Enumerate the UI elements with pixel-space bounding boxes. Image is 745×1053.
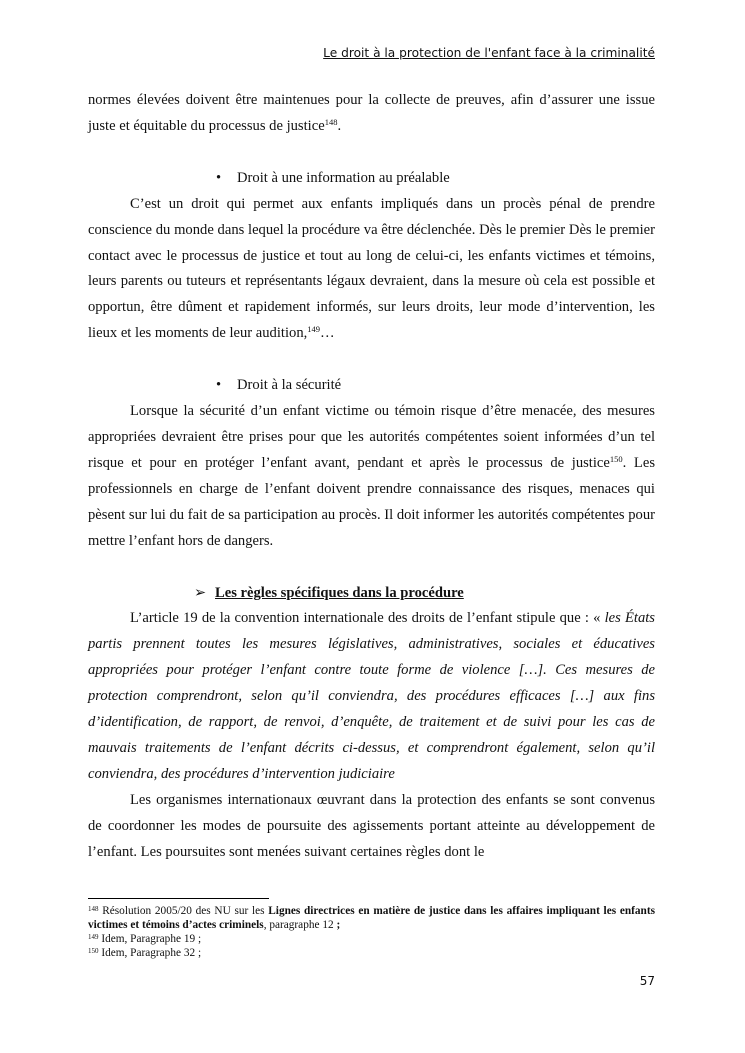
running-header: Le droit à la protection de l'enfant face à la criminalité: [323, 46, 655, 60]
page-number: 57: [639, 974, 655, 988]
paragraph-article-19: L’article 19 de la convention internationale des droits de l’enfant stipule que : « les États partis prennent toutes les mesures législatives, administratives, sociales et éducatives appropriées pour protéger l’enfant contre toute forme de violence […]. Ces mesures de protection comprendront, selon qu’il conviendra, des procédures efficaces […] aux fins d’identification, de rapport, de renvoi, d’enquête, de traitement et de suivi pour les cas de mauvais traitements de l’enfant décrits ci-dessus, et comprendront également, selon qu’il conviendra, des procédures d’intervention judiciaire: [88, 610, 655, 782]
bullet-icon: •: [216, 377, 222, 394]
spacer: [88, 555, 655, 581]
section-heading-rules: ➢ Les règles spécifiques dans la procédure: [88, 581, 655, 607]
footnote-150: $^{150}$ Idem, Paragraphe 32 ;: [88, 947, 202, 959]
spacer: [88, 347, 655, 373]
footnote-ref[interactable]: 148: [324, 116, 338, 127]
bullet-icon: •: [216, 169, 222, 186]
footnote-separator: [88, 898, 269, 899]
paragraph-organismes: Les organismes internationaux œuvrant dans la protection des enfants se sont convenus de coordonner les modes de poursuite des agissements portant atteinte au développement de l’enfant. Les poursuites sont menées suivant certaines règles dont le: [88, 791, 655, 860]
footnotes: [88, 904, 655, 960]
body-text: [88, 88, 655, 865]
section-heading-information: • Droit à une information au préalable: [88, 166, 655, 192]
footnote-149: $^{149}$ Idem, Paragraphe 19 ;: [88, 933, 202, 945]
arrow-bullet-icon: ➢: [194, 584, 207, 601]
footnote-ref[interactable]: 149: [307, 324, 321, 335]
footnote-ref[interactable]: 150: [609, 453, 623, 464]
section-heading-security: • Droit à la sécurité: [88, 373, 655, 399]
paragraph-information: C’est un droit qui permet aux enfants impliqués dans un procès pénal de prendre conscience du monde dans lequel la procédure va être déclenchée. Dès le premier Dès le premier contact avec le processus de justice et tout au long de celui-ci, les enfants victimes et témoins, leurs parents ou tuteurs et représentants légaux devraient, dans la mesure où cela est possible et opportun, être dûment et rapidement informés, sur leurs droits, leur mode d’intervention, les lieux et les moments de leur audition,$^{149}$…: [88, 195, 655, 342]
quote-text: les États partis prennent toutes les mesures législatives, administratives, sociales et éducatives appropriées pour protéger l’enfant contre toute forme de violence […]. Ces mesures de protection comprendront, selon qu’il conviendra, des procédures efficaces […] aux fins d’identification, de rapport, de renvoi, d’enquête, de traitement et de suivi pour les cas de mauvais traitements de l’enfant décrits ci-dessus, et comprendront également, selon qu’il conviendra, des procédures d’intervention judiciaire: [88, 610, 655, 782]
spacer: [88, 140, 655, 166]
paragraph-security: Lorsque la sécurité d’un enfant victime ou témoin risque d’être menacée, des mesures appropriées devraient être prises pour que les autorités compétentes soient informées d’un tel risque et pour en protéger l’enfant avant, pendant et après le processus de justice$^{150}$. Les professionnels en charge de l’enfant doivent prendre connaissance des risques, menaces qui pèsent sur lui du fait de sa participation au procès. Il doit informer les autorités compétentes pour mettre l’enfant hors de dangers.: [88, 403, 655, 549]
intro-paragraph: normes élevées doivent être maintenues pour la collecte de preuves, afin d’assurer une issue juste et équitable du processus de justice$^{148}$.: [88, 92, 655, 134]
footnote-148: $^{148}$ Résolution 2005/20 des NU sur les Lignes directrices en matière de justice dans les affaires impliquant les enfants victimes et témoins d’actes criminels, paragraphe 12 ;: [88, 905, 655, 931]
